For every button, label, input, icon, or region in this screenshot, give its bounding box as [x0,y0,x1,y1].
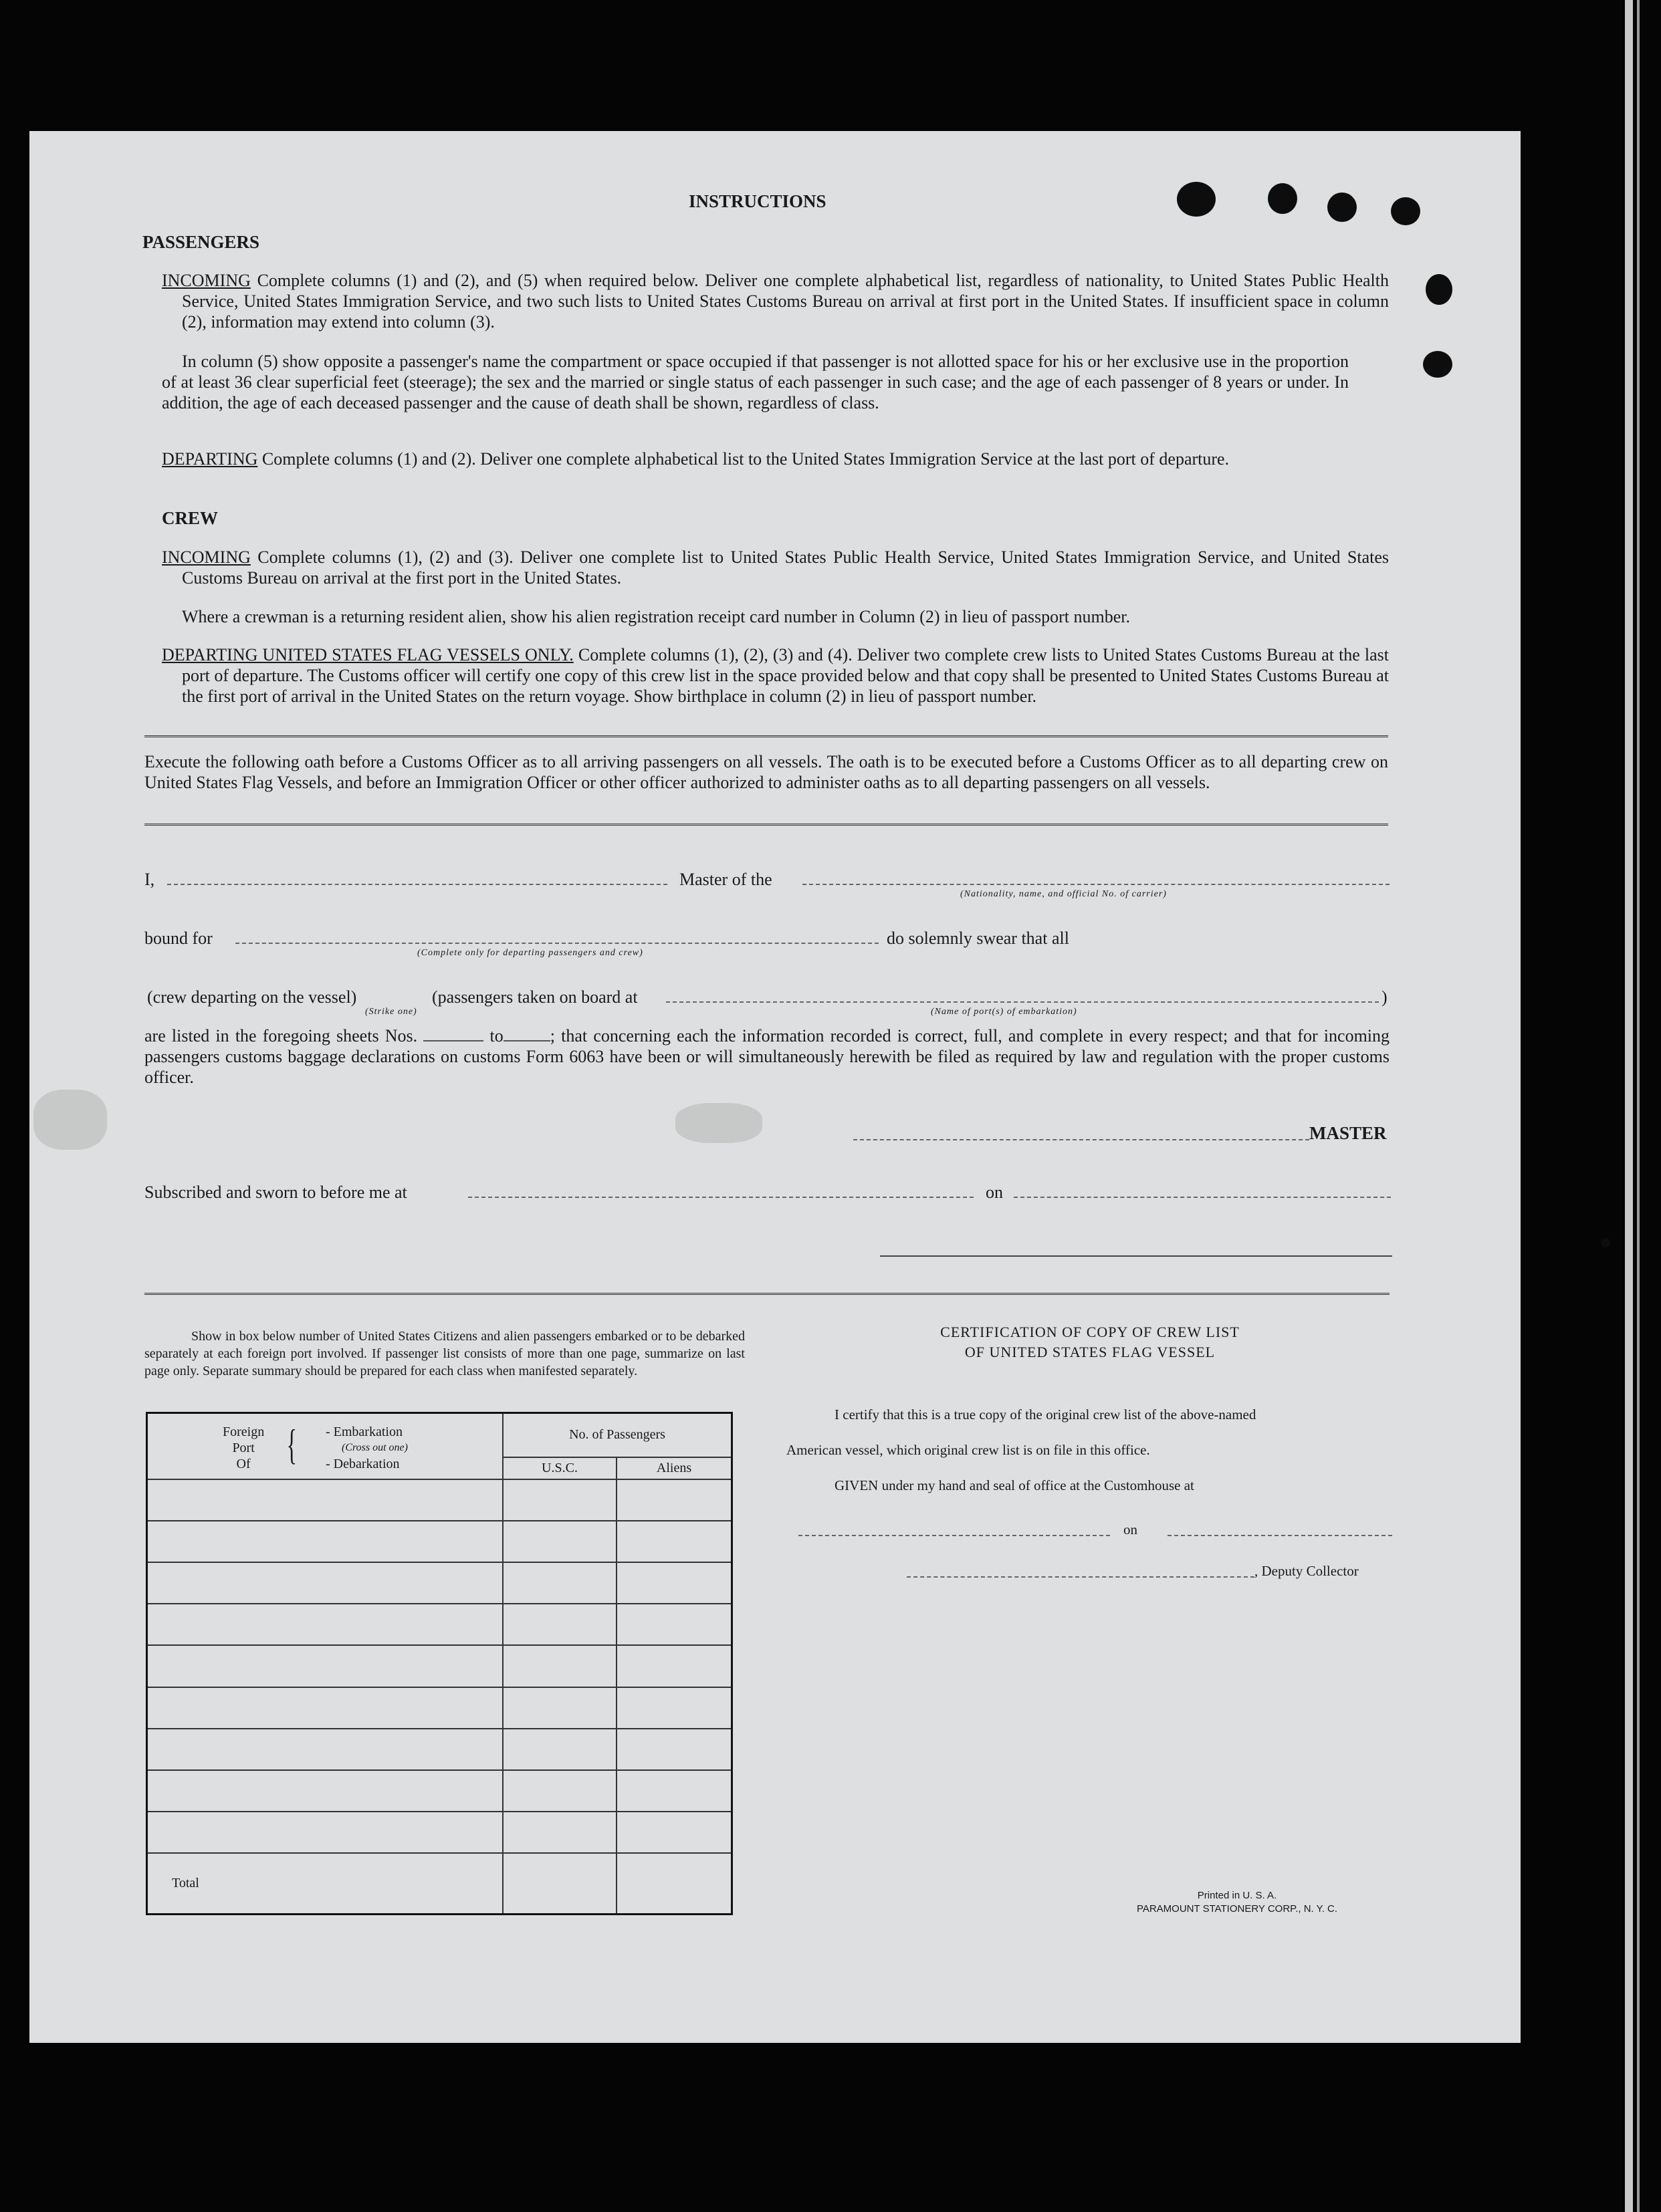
divider [144,735,1388,737]
port-cell[interactable] [147,1562,504,1604]
sheets-rest: ; that concerning each the information recorded is correct, full, and complete in every respect; and that for incoming passengers customs baggage declarations on customs Form 6063 have been or will simultaneously herewith be filed as required by law and regulation with the proper customs officer. [144,1026,1390,1087]
master-label: MASTER [1309,1123,1387,1143]
to-label: to [489,1026,504,1046]
sheets-prefix: are listed in the foregoing sheets Nos. [144,1026,418,1046]
crew-departing-text: Complete columns (1), (2), (3) and (4). Deliver two complete crew lists to United States Customs Bureau at the last port of departure. The Customs officer will certify one copy of this crew list in the space provided below and that copy shall be presented to United States Customs Bureau at the first port of arrival in the United States on the return voyage. Show birthplace in column (2) in lieu of passport number. [182,645,1389,706]
port-cell[interactable] [147,1604,504,1645]
cert-date-line[interactable] [1168,1535,1392,1536]
crew-departing [162,644,1389,707]
usc-cell[interactable] [503,1770,617,1812]
certification-title-line1: CERTIFICATION OF COPY OF CREW LIST [940,1324,1240,1340]
cert-on-label: on [1123,1521,1137,1538]
usc-cell[interactable] [503,1729,617,1770]
port-label: Port [232,1441,255,1456]
departing-label: DEPARTING [162,449,258,469]
total-cell [147,1853,504,1914]
aliens-header: Aliens [617,1457,732,1479]
crew-departing-option: (crew departing on the vessel) [147,987,357,1007]
summary-instruction: Show in box below number of United States Citizens and alien passengers embarked or to be debarked separately at each foreign port involved. If passenger list consists of more than one page, summarize on last page only. Separate summary should be prepared for each class when manifested separately. [144,1329,745,1378]
oath-i: I, [144,870,155,889]
aliens-cell[interactable] [617,1770,732,1812]
passengers-incoming [162,270,1389,332]
punch-hole [1268,183,1297,214]
deputy-collector: , Deputy Collector [1254,1563,1359,1579]
on-label: on [986,1183,1003,1202]
departing-text: Complete columns (1) and (2). Deliver one complete alphabetical list to the United States Immigration Service at the last port of departure. [261,449,1230,469]
brace-icon: { [286,1421,298,1469]
incoming-label: INCOMING [162,271,251,290]
aliens-cell[interactable] [617,1479,732,1521]
printed-in: Printed in U. S. A. [1197,1890,1277,1901]
port-cell[interactable] [147,1521,504,1562]
usc-cell[interactable] [503,1521,617,1562]
scan-edge [1625,0,1633,2212]
passenger-summary-table [146,1412,733,1915]
carrier-line[interactable] [802,884,1390,885]
bound-for-line[interactable] [235,943,879,944]
total-aliens-cell[interactable] [617,1853,732,1914]
aliens-cell[interactable] [617,1645,732,1687]
port-cell[interactable] [147,1645,504,1687]
aliens-cell[interactable] [617,1562,732,1604]
edge-mark [1601,1238,1610,1247]
printer-imprint [1090,1889,1384,1916]
of-label: Of [236,1457,251,1472]
passengers-heading: PASSENGERS [142,232,260,252]
port-cell[interactable] [147,1812,504,1853]
crew-incoming-text: Complete columns (1), (2) and (3). Deliver one complete list to United States Public Health Service, United States Immigration Service, and United States Customs Bureau on arrival at the first port in the United States. [182,547,1389,588]
port-cell[interactable] [147,1687,504,1729]
debarkation-option[interactable]: - Debarkation [326,1457,400,1472]
stain [675,1103,762,1143]
sheets-to-blank[interactable] [504,1040,550,1041]
total-usc-cell[interactable] [503,1853,617,1914]
aliens-cell[interactable] [617,1604,732,1645]
embarkation-option[interactable]: - Embarkation [326,1425,403,1440]
divider [144,824,1388,826]
crew-incoming-label: INCOMING [162,547,251,567]
crew-departing-label: DEPARTING UNITED STATES FLAG VESSELS ONLY. [162,645,574,664]
port-cell[interactable] [147,1479,504,1521]
usc-cell[interactable] [503,1604,617,1645]
usc-header: U.S.C. [503,1457,617,1479]
master-of-the: Master of the [679,870,772,889]
certification-title [809,1322,1371,1362]
usc-cell[interactable] [503,1687,617,1729]
punch-hole [1327,193,1357,222]
punch-hole [1423,351,1452,378]
customhouse-line[interactable] [798,1535,1110,1536]
sheets-nos [144,1025,1390,1088]
port-header [147,1413,504,1479]
aliens-cell[interactable] [617,1729,732,1770]
usc-cell[interactable] [503,1562,617,1604]
incoming-text: Complete columns (1) and (2), and (5) when required below. Deliver one complete alphabetical list, regardless of nationality, to United States Public Health Service, United States Immigration Service, and two such lists to United States Customs Bureau on arrival at first port in the United States. If insufficient space in column (2), information may extend into column (3). [182,271,1390,332]
crew-incoming [162,547,1389,588]
bound-for: bound for [144,929,213,948]
certify-line2: American vessel, which original crew list is on file in this office. [786,1442,1150,1458]
aliens-cell[interactable] [617,1687,732,1729]
certify-line1: I certify that this is a true copy of the original crew list of the above-named [835,1406,1256,1423]
usc-cell[interactable] [503,1812,617,1853]
given-under-hand: GIVEN under my hand and seal of office at the Customhouse at [835,1477,1194,1493]
passengers-column5: In column (5) show opposite a passenger's name the compartment or space occupied if that passenger is not allotted space for his or her exclusive use in the proportion of at least 36 clear superficial feet (steerage); the sex and the married or single status of each passenger in such case; and the age of each passenger of 8 years or under. In addition, the age of each deceased passenger and the cause of death shall be shown, regardless of class. [162,352,1349,412]
usc-cell[interactable] [503,1645,617,1687]
passengers-departing [162,449,1389,469]
page-title: INSTRUCTIONS [689,191,826,211]
port-cell[interactable] [147,1729,504,1770]
stain [33,1090,107,1150]
total-label: Total [172,1876,199,1891]
ports-line[interactable] [666,1001,1379,1003]
crew-heading: CREW [162,508,219,528]
bound-caption: (Complete only for departing passengers and crew) [417,948,643,958]
solemnly-swear: do solemnly swear that all [887,929,1069,948]
foreign-label: Foreign [223,1425,265,1440]
ports-caption: (Name of port(s) of embarkation) [931,1007,1077,1017]
divider [144,1293,1390,1295]
passengers-taken-option: (passengers taken on board at [432,987,638,1007]
officer-signature-line[interactable] [880,1255,1392,1257]
close-paren: ) [1381,987,1388,1007]
strike-one-caption: (Strike one) [365,1007,417,1017]
punch-hole [1177,182,1216,217]
aliens-cell[interactable] [617,1521,732,1562]
sworn-place-line[interactable] [468,1197,974,1198]
punch-hole [1426,274,1452,305]
certification-title-line2: OF UNITED STATES FLAG VESSEL [964,1344,1216,1360]
usc-cell[interactable] [503,1479,617,1521]
deputy-signature-line[interactable] [907,1576,1254,1578]
carrier-caption: (Nationality, name, and official No. of carrier) [960,889,1167,899]
sworn-date-line[interactable] [1014,1197,1391,1198]
scan-edge-line [1637,0,1640,2212]
printer-name: PARAMOUNT STATIONERY CORP., N. Y. C. [1136,1903,1338,1915]
oath-instruction: Execute the following oath before a Customs Officer as to all arriving passengers on all vessels. The oath is to be executed before a Customs Officer as to all departing crew on United States Flag Vessels, and before an Immigration Officer or other officer authorized to administer oaths as to all departing passengers on all vessels. [144,752,1388,792]
master-name-line[interactable] [167,884,667,885]
punch-hole [1391,197,1420,225]
master-signature-line[interactable] [853,1139,1309,1140]
subscribed-sworn: Subscribed and sworn to before me at [144,1183,407,1202]
crew-resident: Where a crewman is a returning resident alien, show his alien registration receipt card number in Column (2) in lieu of passport number. [182,607,1131,626]
sheets-from-blank[interactable] [423,1040,483,1041]
no-passengers-header: No. of Passengers [503,1413,732,1457]
port-cell[interactable] [147,1770,504,1812]
aliens-cell[interactable] [617,1812,732,1853]
cross-out-note: (Cross out one) [342,1442,408,1454]
